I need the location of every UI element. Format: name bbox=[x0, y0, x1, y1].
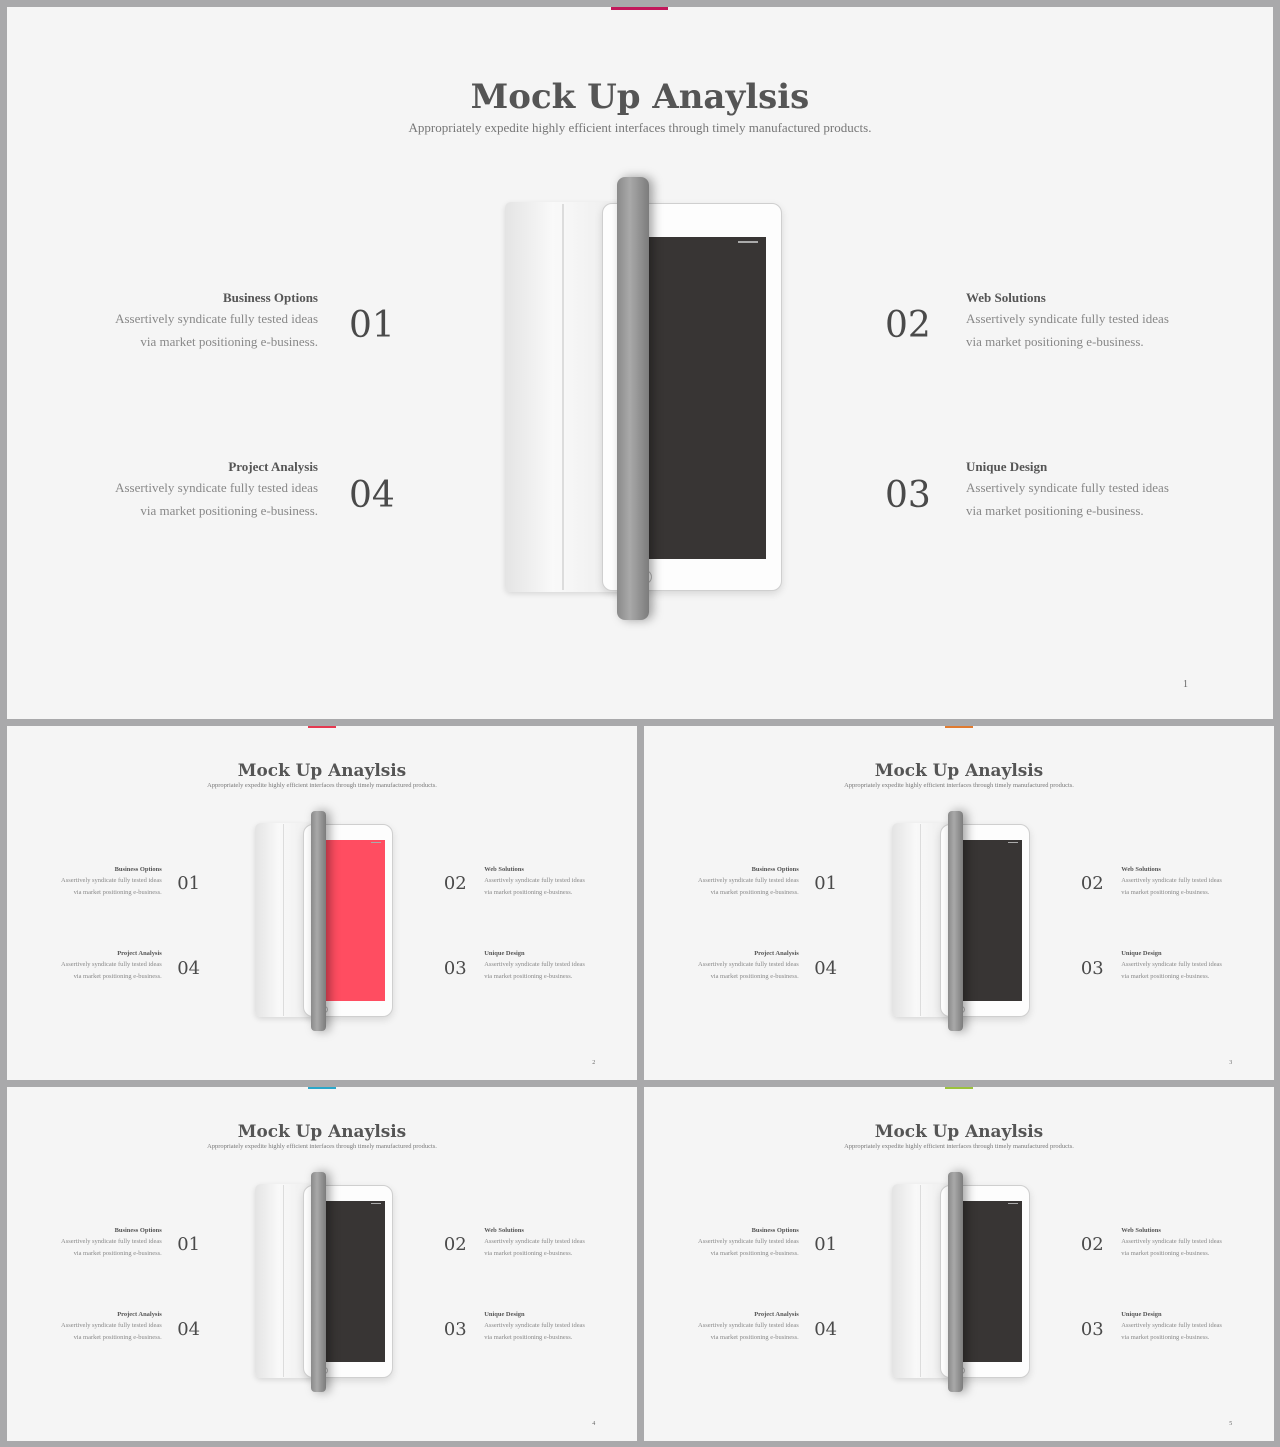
item-number: 03 bbox=[443, 957, 467, 979]
item-description-line1: Assertively syndicate fully tested ideas bbox=[484, 961, 585, 969]
item-description-line2: via market positioning e-business. bbox=[484, 1333, 573, 1341]
page-number: 4 bbox=[592, 1421, 596, 1428]
item-number: 01 bbox=[814, 873, 837, 895]
item-heading: Business Options bbox=[222, 290, 318, 305]
tablet-screen bbox=[630, 237, 766, 559]
tablet-mockup bbox=[890, 811, 1032, 1032]
slide-title: Mock Up Anaylsis bbox=[237, 1120, 407, 1141]
tablet-cover-flap bbox=[948, 811, 964, 1031]
feature-item bbox=[1121, 1311, 1250, 1343]
slide-1[interactable] bbox=[7, 7, 1273, 719]
cover-fold-line bbox=[562, 204, 564, 590]
feature-item bbox=[1121, 866, 1250, 898]
status-bar-icon bbox=[738, 241, 758, 243]
page-number: 3 bbox=[1229, 1060, 1233, 1067]
slide-subtitle: Appropriately expedite highly efficient interfaces through timely manufactured products. bbox=[207, 782, 437, 790]
item-description-line2: via market positioning e-business. bbox=[710, 1249, 799, 1257]
feature-item bbox=[32, 1227, 161, 1259]
item-description-line1: Assertively syndicate fully tested ideas bbox=[484, 1238, 585, 1246]
item-heading: Business Options bbox=[751, 1227, 799, 1235]
accent-bar bbox=[611, 7, 668, 10]
item-description-line1: Assertively syndicate fully tested ideas bbox=[698, 1322, 799, 1330]
item-description-line2: via market positioning e-business. bbox=[966, 334, 1144, 349]
slide-subtitle: Appropriately expedite highly efficient interfaces through timely manufactured products. bbox=[408, 120, 872, 135]
tablet-cover-flap bbox=[311, 811, 327, 1031]
feature-item bbox=[669, 1227, 798, 1259]
item-number: 04 bbox=[349, 475, 395, 516]
item-number: 02 bbox=[885, 305, 931, 346]
feature-item bbox=[484, 866, 613, 898]
cover-fold-line bbox=[283, 1185, 284, 1377]
item-number: 01 bbox=[177, 873, 200, 895]
item-description-line2: via market positioning e-business. bbox=[484, 972, 573, 980]
feature-item bbox=[966, 458, 1226, 522]
item-number: 03 bbox=[1080, 1318, 1104, 1340]
feature-item bbox=[1121, 1227, 1250, 1259]
slide-subtitle: Appropriately expedite highly efficient interfaces through timely manufactured products. bbox=[207, 1143, 437, 1151]
item-number: 02 bbox=[1080, 1234, 1104, 1256]
item-description-line2: via market positioning e-business. bbox=[1121, 1249, 1210, 1257]
item-description-line2: via market positioning e-business. bbox=[1121, 972, 1210, 980]
item-heading: Unique Design bbox=[484, 1311, 525, 1319]
tablet-cover-flap bbox=[311, 1172, 327, 1392]
cover-fold-line bbox=[920, 1185, 921, 1377]
item-description-line1: Assertively syndicate fully tested ideas bbox=[1121, 1238, 1222, 1246]
item-number: 04 bbox=[814, 957, 837, 979]
accent-bar bbox=[308, 726, 336, 728]
item-heading: Web Solutions bbox=[966, 290, 1046, 305]
item-heading: Business Options bbox=[114, 1227, 162, 1235]
item-number: 03 bbox=[443, 1318, 467, 1340]
item-heading: Web Solutions bbox=[484, 1227, 524, 1235]
feature-item bbox=[484, 1227, 613, 1259]
item-heading: Unique Design bbox=[1121, 950, 1162, 958]
item-heading: Web Solutions bbox=[1121, 1227, 1161, 1235]
feature-item bbox=[966, 289, 1226, 353]
feature-item bbox=[669, 866, 798, 898]
item-description-line1: Assertively syndicate fully tested ideas bbox=[1121, 1322, 1222, 1330]
item-description-line1: Assertively syndicate fully tested ideas bbox=[484, 877, 585, 885]
item-heading: Unique Design bbox=[966, 459, 1048, 474]
item-number: 02 bbox=[443, 1234, 467, 1256]
item-heading: Business Options bbox=[751, 866, 799, 874]
cover-fold-line bbox=[920, 824, 921, 1016]
status-bar-icon bbox=[371, 842, 381, 843]
accent-bar bbox=[945, 1087, 973, 1089]
feature-item bbox=[484, 1311, 613, 1343]
slide-3[interactable] bbox=[644, 726, 1274, 1080]
item-description-line2: via market positioning e-business. bbox=[73, 888, 162, 896]
item-description-line1: Assertively syndicate fully tested ideas bbox=[966, 480, 1169, 495]
tablet-mockup bbox=[502, 177, 787, 622]
item-number: 03 bbox=[1080, 957, 1104, 979]
item-description-line1: Assertively syndicate fully tested ideas bbox=[115, 311, 318, 326]
item-heading: Unique Design bbox=[484, 950, 525, 958]
page-number: 1 bbox=[1183, 679, 1188, 690]
item-number: 01 bbox=[349, 305, 395, 346]
item-description-line1: Assertively syndicate fully tested ideas bbox=[61, 1238, 162, 1246]
tablet-screen bbox=[317, 840, 385, 1000]
slide-title: Mock Up Anaylsis bbox=[874, 1120, 1044, 1141]
feature-item bbox=[1121, 950, 1250, 982]
tablet-cover-flap bbox=[617, 177, 649, 620]
item-heading: Project Analysis bbox=[117, 950, 162, 958]
slide-title: Mock Up Anaylsis bbox=[237, 759, 407, 780]
item-heading: Business Options bbox=[114, 866, 162, 874]
item-description-line2: via market positioning e-business. bbox=[140, 503, 318, 518]
tablet-cover-flap bbox=[948, 1172, 964, 1392]
item-description-line2: via market positioning e-business. bbox=[1121, 888, 1210, 896]
accent-bar bbox=[945, 726, 973, 728]
item-description-line2: via market positioning e-business. bbox=[710, 888, 799, 896]
slide-title: Mock Up Anaylsis bbox=[874, 759, 1044, 780]
feature-item bbox=[58, 289, 318, 353]
item-heading: Web Solutions bbox=[484, 866, 524, 874]
item-description-line1: Assertively syndicate fully tested ideas bbox=[61, 961, 162, 969]
status-bar-icon bbox=[1008, 1203, 1018, 1204]
item-description-line1: Assertively syndicate fully tested ideas bbox=[966, 311, 1169, 326]
item-description-line2: via market positioning e-business. bbox=[73, 1249, 162, 1257]
slide-2[interactable] bbox=[7, 726, 637, 1080]
item-heading: Project Analysis bbox=[117, 1311, 162, 1319]
item-description-line2: via market positioning e-business. bbox=[140, 334, 318, 349]
item-description-line2: via market positioning e-business. bbox=[484, 1249, 573, 1257]
item-description-line1: Assertively syndicate fully tested ideas bbox=[698, 961, 799, 969]
slide-subtitle: Appropriately expedite highly efficient interfaces through timely manufactured products. bbox=[844, 1143, 1074, 1151]
accent-bar bbox=[308, 1087, 336, 1089]
feature-item bbox=[669, 1311, 798, 1343]
status-bar-icon bbox=[371, 1203, 381, 1204]
item-heading: Unique Design bbox=[1121, 1311, 1162, 1319]
feature-item bbox=[32, 950, 161, 982]
item-number: 03 bbox=[885, 475, 931, 516]
feature-item bbox=[32, 866, 161, 898]
item-number: 02 bbox=[443, 873, 467, 895]
item-description-line2: via market positioning e-business. bbox=[710, 1333, 799, 1341]
item-description-line2: via market positioning e-business. bbox=[73, 972, 162, 980]
page-number: 5 bbox=[1229, 1421, 1233, 1428]
tablet-mockup bbox=[890, 1172, 1032, 1393]
item-description-line1: Assertively syndicate fully tested ideas bbox=[698, 877, 799, 885]
item-description-line2: via market positioning e-business. bbox=[73, 1333, 162, 1341]
item-number: 02 bbox=[1080, 873, 1104, 895]
item-number: 01 bbox=[814, 1234, 837, 1256]
item-description-line1: Assertively syndicate fully tested ideas bbox=[484, 1322, 585, 1330]
item-description-line2: via market positioning e-business. bbox=[966, 503, 1144, 518]
item-heading: Project Analysis bbox=[228, 459, 318, 474]
item-description-line2: via market positioning e-business. bbox=[484, 888, 573, 896]
item-description-line2: via market positioning e-business. bbox=[1121, 1333, 1210, 1341]
page-number: 2 bbox=[592, 1060, 596, 1067]
slide-4[interactable] bbox=[7, 1087, 637, 1441]
tablet-screen bbox=[954, 1201, 1022, 1361]
item-description-line1: Assertively syndicate fully tested ideas bbox=[698, 1238, 799, 1246]
item-description-line1: Assertively syndicate fully tested ideas bbox=[115, 480, 318, 495]
item-description-line2: via market positioning e-business. bbox=[710, 972, 799, 980]
feature-item bbox=[484, 950, 613, 982]
item-description-line1: Assertively syndicate fully tested ideas bbox=[1121, 961, 1222, 969]
feature-item bbox=[669, 950, 798, 982]
tablet-mockup bbox=[253, 811, 395, 1032]
item-heading: Project Analysis bbox=[754, 950, 799, 958]
item-number: 04 bbox=[177, 957, 200, 979]
item-number: 04 bbox=[177, 1318, 200, 1340]
item-description-line1: Assertively syndicate fully tested ideas bbox=[61, 877, 162, 885]
item-description-line1: Assertively syndicate fully tested ideas bbox=[61, 1322, 162, 1330]
item-number: 04 bbox=[814, 1318, 837, 1340]
item-heading: Web Solutions bbox=[1121, 866, 1161, 874]
feature-item bbox=[32, 1311, 161, 1343]
slide-title: Mock Up Anaylsis bbox=[470, 77, 810, 117]
tablet-screen bbox=[317, 1201, 385, 1361]
item-number: 01 bbox=[177, 1234, 200, 1256]
tablet-mockup bbox=[253, 1172, 395, 1393]
slide-subtitle: Appropriately expedite highly efficient interfaces through timely manufactured products. bbox=[844, 782, 1074, 790]
item-description-line1: Assertively syndicate fully tested ideas bbox=[1121, 877, 1222, 885]
tablet-screen bbox=[954, 840, 1022, 1000]
feature-item bbox=[58, 458, 318, 522]
cover-fold-line bbox=[283, 824, 284, 1016]
slide-5[interactable] bbox=[644, 1087, 1274, 1441]
status-bar-icon bbox=[1008, 842, 1018, 843]
item-heading: Project Analysis bbox=[754, 1311, 799, 1319]
